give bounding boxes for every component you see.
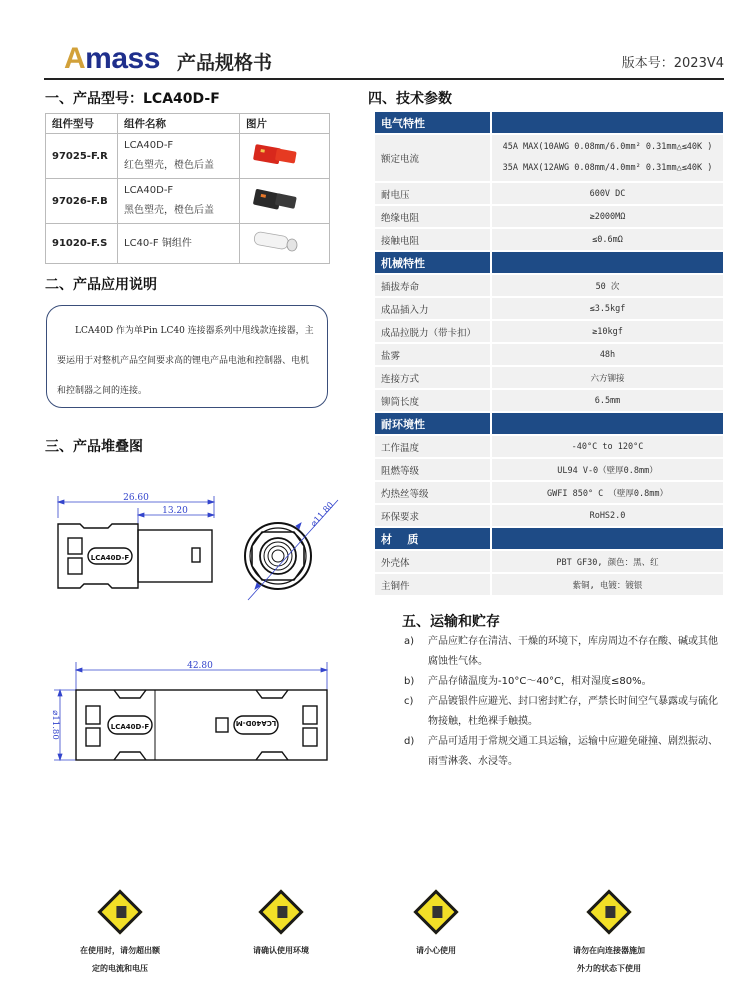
param-label: 外壳体 <box>375 551 492 572</box>
table-row <box>375 574 723 595</box>
tech-params-table <box>375 110 723 597</box>
param-label: 主铜件 <box>375 574 492 595</box>
top-view-drawing <box>44 656 334 766</box>
version-label: 版本号：2023V4 <box>621 56 724 71</box>
table-row <box>375 551 723 572</box>
group-name: 材 质 <box>375 528 492 549</box>
table-row <box>375 505 723 526</box>
param-value: 50 次 <box>492 275 723 296</box>
group-header-mechanical <box>375 252 723 273</box>
param-value: 紫铜, 电镀：镀银 <box>492 574 723 595</box>
param-value: 6.5mm <box>492 390 723 411</box>
group-header-electrical <box>375 112 723 133</box>
environment-warning-icon <box>258 889 303 934</box>
param-label: 额定电流 <box>375 135 492 181</box>
param-label: 工作温度 <box>375 436 492 457</box>
component-name-line1: LCA40D-F <box>124 185 174 196</box>
param-value <box>492 135 723 181</box>
part-marking-left: LCA40D-F <box>110 723 150 731</box>
list-item <box>404 732 726 772</box>
param-label: 灼热丝等级 <box>375 482 492 503</box>
table-row <box>375 482 723 503</box>
group-name: 电气特性 <box>375 112 492 133</box>
list-item-label: b) <box>404 676 415 687</box>
table-row <box>375 321 723 342</box>
warning-external-force <box>544 896 674 978</box>
storage-list <box>404 632 726 772</box>
warning-careful-use <box>371 896 501 960</box>
group-header-environmental <box>375 413 723 434</box>
param-label: 连接方式 <box>375 367 492 388</box>
component-name <box>118 134 240 179</box>
black-connector-image <box>246 188 306 212</box>
table-row <box>375 367 723 388</box>
warning-environment <box>216 896 346 960</box>
part-marking-right: LCA40D-M <box>235 719 277 727</box>
section-application-title: 二、产品应用说明 <box>45 277 157 293</box>
table-row <box>375 135 723 181</box>
component-image-cell <box>240 224 330 264</box>
list-item-label: d) <box>404 736 415 747</box>
document-title: 产品规格书 <box>177 52 273 74</box>
table-row <box>375 275 723 296</box>
warning-overload <box>55 896 185 978</box>
component-name-line1: LC40-F 铜组件 <box>124 237 192 249</box>
param-value: PBT GF30, 颜色：黑、红 <box>492 551 723 572</box>
front-view-drawing <box>238 486 348 604</box>
table-row <box>375 183 723 204</box>
warning-caption-line1: 请勿在向连接器施加 <box>573 946 645 955</box>
dimension-label-side-partial: 13.20 <box>162 506 188 516</box>
group-name: 耐环境性 <box>375 413 492 434</box>
component-code: 97026-F.B <box>46 179 118 224</box>
part-marking-left: LCA40D-F <box>90 554 130 562</box>
product-components-table <box>45 113 330 264</box>
warning-caption-line2: 定的电流和电压 <box>92 964 148 973</box>
param-label: 耐电压 <box>375 183 492 204</box>
list-item-text: 产品存储温度为-10°C～40°C，相对湿度≤80%。 <box>428 676 652 687</box>
list-item-label: a) <box>404 636 415 647</box>
warning-caption-line1: 请确认使用环境 <box>253 946 309 955</box>
warning-caption-line1: 请小心使用 <box>416 946 456 955</box>
table-row <box>375 298 723 319</box>
logo-accent: A <box>64 42 86 75</box>
component-name-line2: 红色塑壳，橙色后盖 <box>124 160 214 171</box>
param-label: 接触电阻 <box>375 229 492 250</box>
param-value-line2: 35A MAX(12AWG 0.08mm/4.0mm² 0.31mm△≤40K ) <box>502 163 713 173</box>
table-row <box>375 459 723 480</box>
section-tech-params-title: 四、技术参数 <box>368 91 452 107</box>
component-name-line2: 黑色塑壳，橙色后盖 <box>124 205 214 216</box>
param-value: 600V DC <box>492 183 723 204</box>
col-header-code: 组件型号 <box>46 114 118 134</box>
table-row <box>46 224 330 264</box>
param-label: 环保要求 <box>375 505 492 526</box>
table-row <box>375 229 723 250</box>
param-value: -40°C to 120°C <box>492 436 723 457</box>
table-header-row <box>46 114 330 134</box>
component-code: 97025-F.R <box>46 134 118 179</box>
list-item <box>404 632 726 672</box>
component-code: 91020-F.S <box>46 224 118 264</box>
list-item-text: 产品镀银件应避光、封口密封贮存，严禁长时间空气暴露或与硫化物接触，杜绝裸手触摸。 <box>428 696 718 727</box>
section-stack-drawing-title: 三、产品堆叠图 <box>45 439 143 455</box>
component-name <box>118 224 240 264</box>
param-label: 成品拉脱力（带卡扣） <box>375 321 492 342</box>
careful-use-warning-icon <box>413 889 458 934</box>
dimension-label-front-diameter: ⌀11.80 <box>308 500 337 529</box>
section-product-model-title: 一、产品型号：LCA40D-F <box>45 91 220 107</box>
section-storage-title: 五、运输和贮存 <box>402 614 500 630</box>
component-image-cell <box>240 134 330 179</box>
table-row <box>375 436 723 457</box>
param-value: UL94 V-0（壁厚0.8mm） <box>492 459 723 480</box>
param-value: 六方铆接 <box>492 367 723 388</box>
overload-warning-icon <box>97 889 142 934</box>
param-value: ≤3.5kgf <box>492 298 723 319</box>
group-name: 机械特性 <box>375 252 492 273</box>
param-value: ≥2000MΩ <box>492 206 723 227</box>
list-item-label: c) <box>404 696 414 707</box>
side-view-drawing <box>50 488 230 598</box>
dimension-label-side-length: 26.60 <box>123 493 149 503</box>
param-value-line1: 45A MAX(10AWG 0.08mm/6.0mm² 0.31mm△≤40K ) <box>502 142 713 152</box>
logo-text: mass <box>85 42 160 75</box>
param-value: GWFI 850° C （壁厚0.8mm） <box>492 482 723 503</box>
param-label: 绝缘电阻 <box>375 206 492 227</box>
dimension-label-top-height: ⌀11.80 <box>50 710 60 740</box>
param-label: 阻燃等级 <box>375 459 492 480</box>
table-row <box>46 179 330 224</box>
param-label: 盐雾 <box>375 344 492 365</box>
list-item <box>404 672 726 692</box>
copper-component-image <box>246 230 306 254</box>
warning-caption-line1: 在使用时，请勿超出额 <box>80 946 160 955</box>
warning-caption-line2: 外力的状态下使用 <box>577 964 641 973</box>
table-row <box>375 344 723 365</box>
col-header-image: 图片 <box>240 114 330 134</box>
param-value: ≤0.6mΩ <box>492 229 723 250</box>
component-name-line1: LCA40D-F <box>124 140 174 151</box>
application-description-box <box>46 305 328 408</box>
param-label: 插拔寿命 <box>375 275 492 296</box>
component-name <box>118 179 240 224</box>
list-item <box>404 692 726 732</box>
header-divider <box>44 78 724 80</box>
component-image-cell <box>240 179 330 224</box>
param-label: 铆筒长度 <box>375 390 492 411</box>
external-force-warning-icon <box>586 889 631 934</box>
dimension-label-top-length: 42.80 <box>187 661 213 671</box>
list-item-text: 产品应贮存在清洁、干燥的环境下，库房周边不存在酸、碱或其他腐蚀性气体。 <box>428 636 718 667</box>
param-label: 成品插入力 <box>375 298 492 319</box>
table-row <box>46 134 330 179</box>
param-value: RoHS2.0 <box>492 505 723 526</box>
param-value: ≥10kgf <box>492 321 723 342</box>
red-connector-image <box>246 143 306 167</box>
group-header-material <box>375 528 723 549</box>
table-row <box>375 206 723 227</box>
table-row <box>375 390 723 411</box>
list-item-text: 产品可适用于常规交通工具运输，运输中应避免碰撞、剧烈振动、雨雪淋袭、水浸等。 <box>428 736 718 767</box>
application-description-text: LCA40D 作为单Pin LC40 连接器系列中甩线款连接器，主要运用于对整机产品空间要求高的锂电产品电池和控制器、电机和控制器之间的连接。 <box>57 326 314 396</box>
param-value: 48h <box>492 344 723 365</box>
col-header-name: 组件名称 <box>118 114 240 134</box>
amass-logo <box>64 44 160 74</box>
